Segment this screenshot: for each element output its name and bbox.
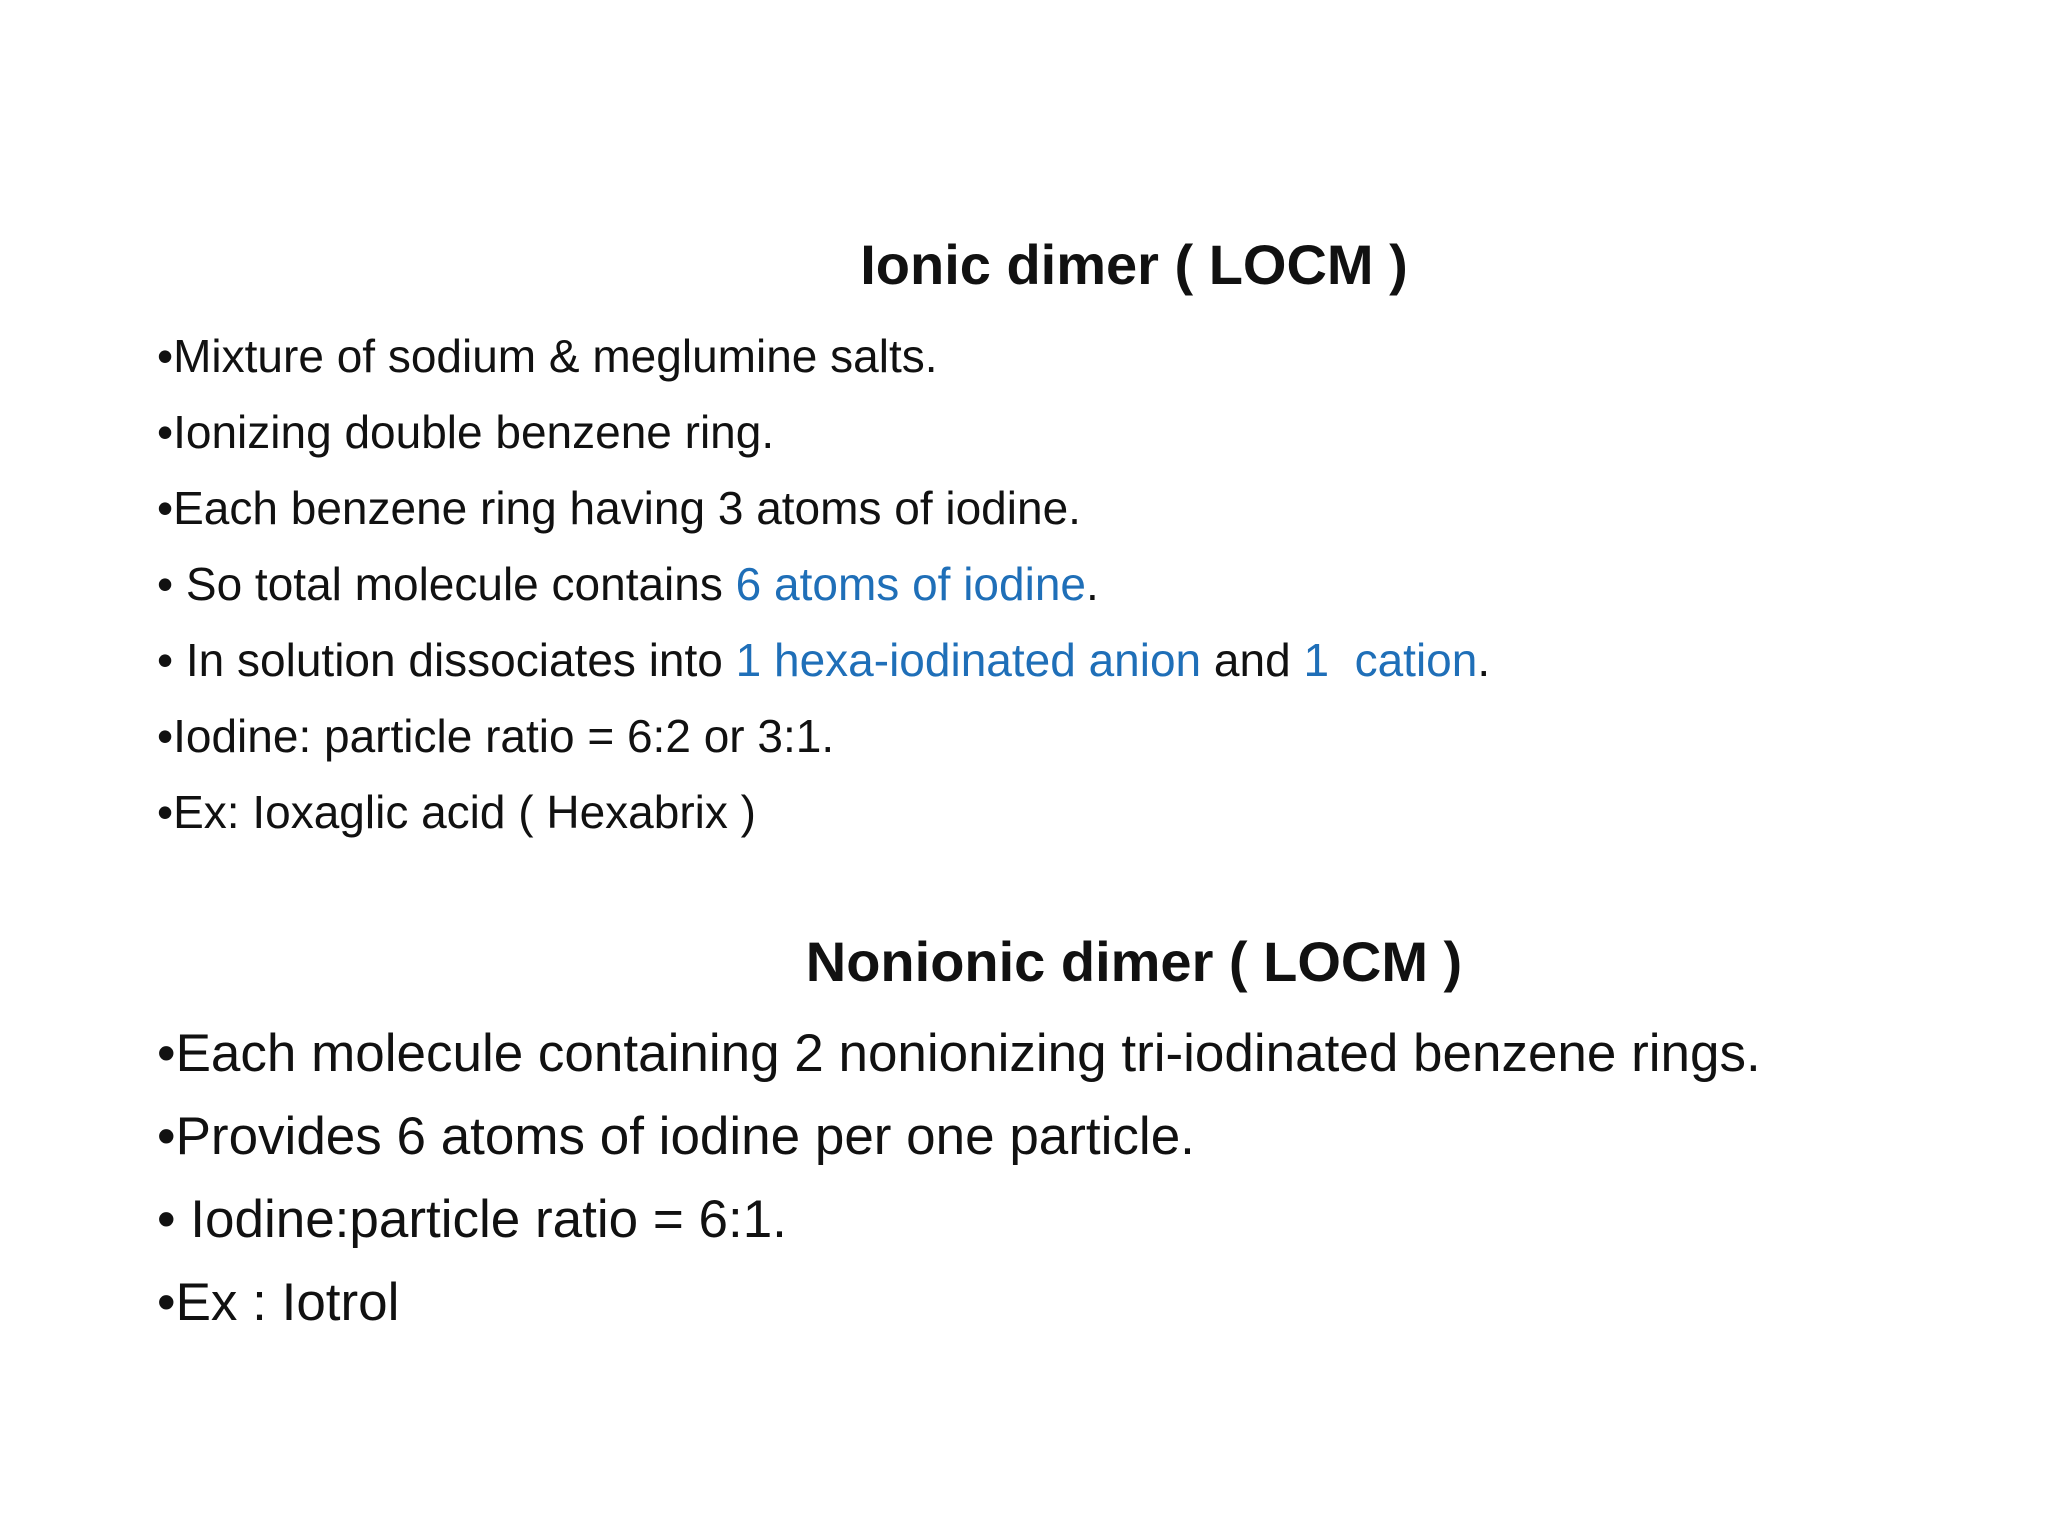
bullet-item — [157, 394, 1490, 470]
bullet-marker: • — [157, 1273, 176, 1332]
bullet-item — [157, 1178, 1761, 1261]
bullet-marker: • — [157, 1024, 176, 1083]
bullet-marker: • — [157, 482, 174, 534]
bullet-item — [157, 1261, 1761, 1344]
bullet-marker: • — [157, 406, 174, 458]
bullet-text: Provides 6 atoms of iodine per one particle. — [175, 1107, 1195, 1166]
bullet-text: Each molecule containing 2 nonionizing tri-iodinated benzene rings. — [175, 1024, 1761, 1083]
bullet-item — [157, 774, 1490, 850]
bullet-text: Ionizing double benzene ring. — [173, 406, 775, 458]
bullet-text-end: . — [1477, 634, 1491, 686]
section-title-ionic-dimer: Ionic dimer ( LOCM ) — [860, 233, 1408, 296]
bullet-item — [157, 698, 1490, 774]
bullet-marker: • — [157, 710, 174, 762]
bullet-item — [157, 1012, 1761, 1095]
bullet-marker: • — [157, 1107, 176, 1166]
bullet-marker: • — [157, 558, 186, 610]
nonionic-dimer-bullet-list — [157, 1012, 1761, 1344]
bullet-item — [157, 470, 1490, 546]
bullet-text: Ex : Iotrol — [175, 1273, 400, 1332]
highlighted-text: 6 atoms of iodine — [735, 558, 1086, 610]
bullet-text: So total molecule contains — [185, 558, 736, 610]
ionic-dimer-bullet-list — [157, 318, 1490, 850]
bullet-text-end: . — [1085, 558, 1099, 610]
bullet-text: Iodine: particle ratio = 6:2 or 3:1. — [173, 710, 835, 762]
bullet-item — [157, 318, 1490, 394]
bullet-text-mid: and — [1201, 634, 1304, 686]
bullet-marker: • — [157, 330, 174, 382]
bullet-item — [157, 546, 1490, 622]
bullet-item — [157, 622, 1490, 698]
bullet-text: In solution dissociates into — [185, 634, 736, 686]
bullet-marker: • — [157, 1190, 191, 1249]
bullet-marker: • — [157, 786, 174, 838]
section-title-nonionic-dimer: Nonionic dimer ( LOCM ) — [805, 930, 1463, 993]
bullet-marker: • — [157, 634, 186, 686]
bullet-item — [157, 1095, 1761, 1178]
highlighted-text: 1 hexa-iodinated anion — [735, 634, 1202, 686]
bullet-text: Each benzene ring having 3 atoms of iodine. — [173, 482, 1081, 534]
highlighted-text: 1 cation — [1303, 634, 1478, 686]
bullet-text: Iodine:particle ratio = 6:1. — [190, 1190, 787, 1249]
bullet-text: Ex: Ioxaglic acid ( Hexabrix ) — [173, 786, 756, 838]
bullet-text: Mixture of sodium & meglumine salts. — [173, 330, 938, 382]
